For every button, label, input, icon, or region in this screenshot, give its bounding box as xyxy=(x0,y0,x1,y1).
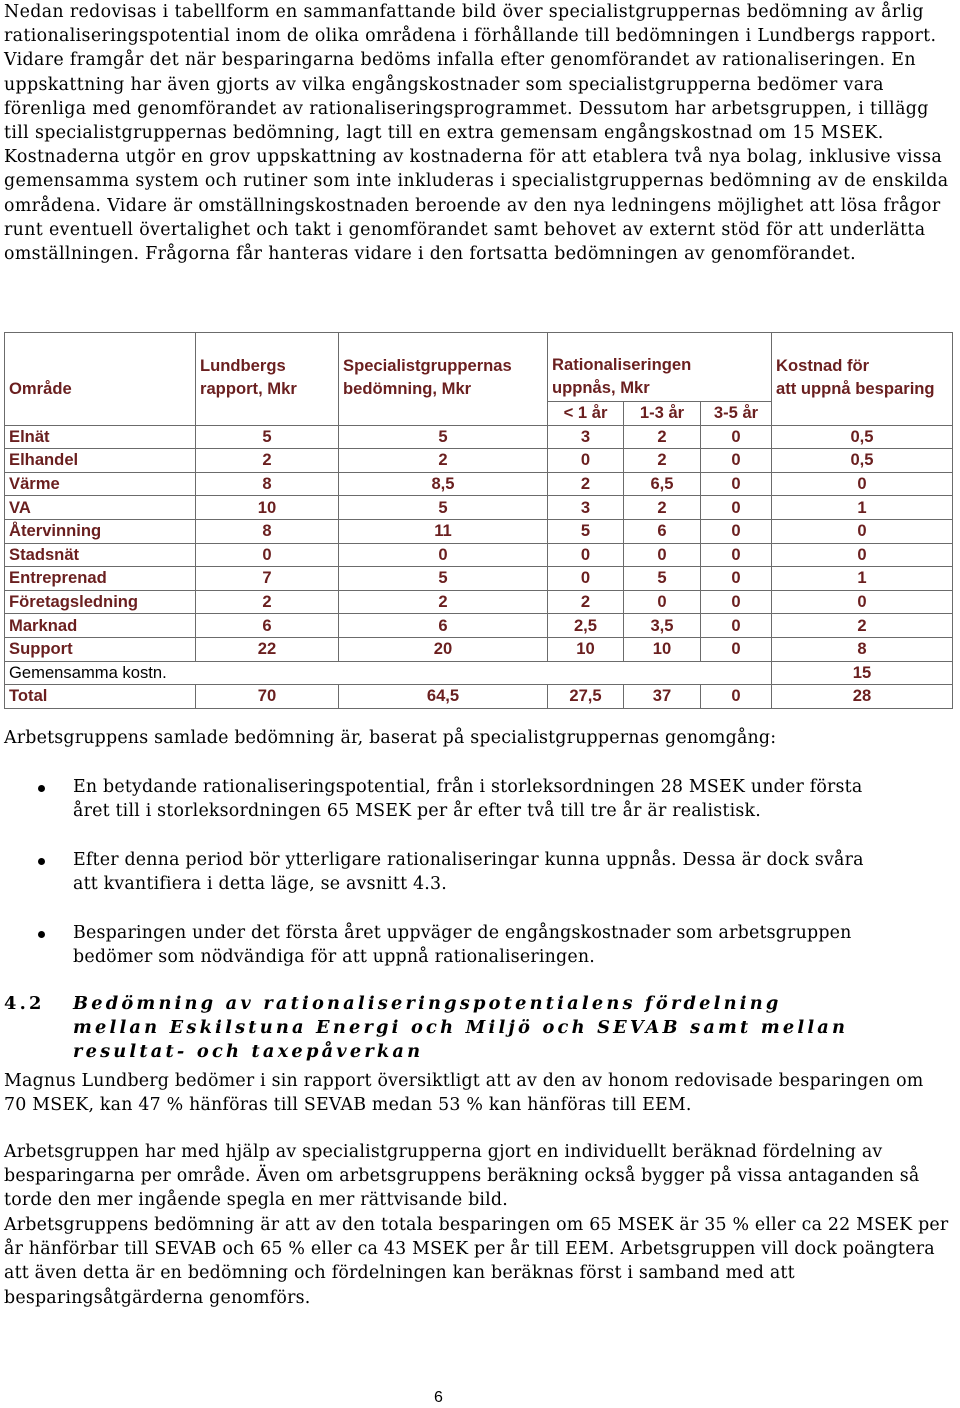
cell-y13: 6 xyxy=(624,519,701,543)
cell-cost: 1 xyxy=(772,496,953,520)
table-body xyxy=(5,425,953,661)
cell-cost: 0,5 xyxy=(772,425,953,449)
cell-y35: 0 xyxy=(701,614,772,638)
common-area: Gemensamma kostn. xyxy=(5,661,196,685)
cell-lundberg: 0 xyxy=(196,543,339,567)
cell-special: 6 xyxy=(339,614,548,638)
cell-special: 5 xyxy=(339,496,548,520)
cell-lundberg: 5 xyxy=(196,425,339,449)
section-title: Bedömning av rationaliseringspotentialens fördelning mellan Eskilstuna Energi och Miljö och SEVAB samt mellan resultat- och taxepåverkan xyxy=(73,993,849,1063)
total-lt1: 27,5 xyxy=(548,685,624,709)
common-cost: 15 xyxy=(772,661,953,685)
page-number: 6 xyxy=(434,1389,443,1406)
cell-lundberg: 10 xyxy=(196,496,339,520)
header-rationalization: Rationaliseringen uppnås, Mkr xyxy=(548,333,772,402)
cell-lundberg: 22 xyxy=(196,637,339,661)
cell-cost: 8 xyxy=(772,637,953,661)
table-row xyxy=(5,449,953,473)
cell-lt1: 5 xyxy=(548,519,624,543)
header-cost: Kostnad för att uppnå besparing xyxy=(772,333,953,402)
table-row xyxy=(5,472,953,496)
cell-lt1: 0 xyxy=(548,449,624,473)
cell-lt1: 10 xyxy=(548,637,624,661)
cell-special: 0 xyxy=(339,543,548,567)
cell-lt1: 3 xyxy=(548,496,624,520)
cell-lundberg: 7 xyxy=(196,567,339,591)
cell-lt1: 0 xyxy=(548,543,624,567)
subheader-3-5: 3-5 år xyxy=(701,402,772,426)
bullet-dot-icon xyxy=(38,931,45,938)
cell-y13: 2 xyxy=(624,496,701,520)
document-page: Nedan redovisas i tabellform en sammanfattande bild över specialistgruppernas bedömning av årlig rationaliseringspotential inom de olika områdena i förhållande till bedömningen i Lundbergs rapport. Vidare framgår det när besparingarna bedöms infalla efter genomförandet av rationaliseringen. En uppskattning har även gjorts av vilka engångskostnader som specialistgrupperna bedömer vara förenliga med genomförandet av rationaliseringsprogrammet. Dessutom har arbetsgruppen, i tillägg till specialistgruppernas bedömning, lagt till en extra gemensam engångskostnad om 15 MSEK. Kostnaderna utgör en grov uppskattning av kostnaderna för att etablera två nya bolag, inklusive vissa gemensamma system och rutiner som inte inkluderas i specialistgruppernas bedömning av de enskilda områdena. Vidare är omställningskostnaden beroende av den nya ledningens möjlighet att lösa frågor runt eventuell övertalighet och takt i genomförandet samt behovet av externt stöd för att underlätta omställningen. Frågorna får hanteras vidare i den fortsatta bedömningen av genomförandet. Område Lundbergs rapport, Mkr Specialistgruppernas bedömning, Mkr Rationaliseringen uppnås, Mkr Kostnad för att uppnå besparing < 1 år 1-3 år 3-5 år Elnät 5 5 3 2 0 0,5 Elhandel 2 2 0 2 0 0,5 Värme 8 8,5 2 6,5 0 0 VA 10 5 3 2 0 1 Återvinning 8 11 5 6 0 0 Stadsnät 0 0 0 0 0 0 Entreprenad 7 5 0 5 0 1 Företagsledning 2 2 2 0 0 0 Marknad 6 6 2,5 3,5 0 2 Support 22 20 10 10 0 8 Gemensamma kostn. 15 Total 70 64,5 27,5 37 0 28 Arbetsgruppens samlade bedömning är, baserat på specialistgruppernas genomgång: En betydande rationaliseringspotential, från i storleksordningen 28 MSEK under första året till i storleksordningen 65 MSEK per år efter två till tre år är realistisk. Efter denna period bör ytterligare rationaliseringar kunna uppnås. Dessa är dock svåra att kvantifiera i detta läge, se avsnitt 4.3. Besparingen under det första året uppväger de engångskostnader som arbetsgruppen bedömer som nödvändiga för att uppnå rationaliseringen. 4.2 Bedömning av rationaliseringspotentialens fördelning mellan Eskilstuna Energi och Miljö och SEVAB samt mellan resultat- och taxepåverkan Magnus Lundberg bedömer i sin rapport översiktligt att av den av honom redovisade besparingen om 70 MSEK, kan 47 % hänföras till SEVAB medan 53 % kan hänföras till EEM. Arbetsgruppen har med hjälp av specialistgrupperna gjort en individuellt beräknad fördelning av besparingarna per område. Även om arbetsgruppens beräkning också bygger på vissa antaganden så torde den mer ingående spegla en mer rättvisande bild. Arbetsgruppens bedömning är att av den totala besparingen om 65 MSEK är 35 % eller ca 22 MSEK per år hänförbar till SEVAB och 65 % eller ca 43 MSEK per år till EEM. Arbetsgruppen vill dock poängtera att även detta är en bedömning och fördelningen kan beräknas först i samband med att besparingsåtgärderna genomförs. 6 xyxy=(0,0,960,1408)
header-lundberg: Lundbergs rapport, Mkr xyxy=(196,333,339,402)
cell-y13: 0 xyxy=(624,543,701,567)
table-row-total xyxy=(5,685,953,709)
cell-area: Värme xyxy=(5,472,196,496)
cell-special: 11 xyxy=(339,519,548,543)
cell-cost: 0,5 xyxy=(772,449,953,473)
table-row xyxy=(5,637,953,661)
intro-paragraph: Nedan redovisas i tabellform en sammanfattande bild över specialistgruppernas bedömning av årlig rationaliseringspotential inom de olika områdena i förhållande till bedömningen i Lundbergs rapport. Vidare framgår det när besparingarna bedöms infalla efter genomförandet av rationaliseringen. En uppskattning har även gjorts av vilka engångskostnader som specialistgrupperna bedömer vara förenliga med genomförandet av rationaliseringsprogrammet. Dessutom har arbetsgruppen, i tillägg till specialistgruppernas bedömning, lagt till en extra gemensam engångskostnad om 15 MSEK. Kostnaderna utgör en grov uppskattning av kostnaderna för att etablera två nya bolag, inklusive vissa gemensamma system och rutiner som inte inkluderas i specialistgruppernas bedömning av de enskilda områdena. Vidare är omställningskostnaden beroende av den nya ledningens möjlighet att lösa frågor runt eventuell övertalighet och takt i genomförandet samt behovet av externt stöd för att underlätta omställningen. Frågorna får hanteras vidare i den fortsatta bedömningen av genomförandet. xyxy=(4,2,949,265)
total-cost: 28 xyxy=(772,685,953,709)
cell-y35: 0 xyxy=(701,543,772,567)
table-row xyxy=(5,567,953,591)
cell-cost: 2 xyxy=(772,614,953,638)
table-row xyxy=(5,519,953,543)
total-lundberg: 70 xyxy=(196,685,339,709)
cell-cost: 0 xyxy=(772,472,953,496)
header-specialist: Specialistgruppernas bedömning, Mkr xyxy=(339,333,548,402)
cell-area: Marknad xyxy=(5,614,196,638)
cell-area: VA xyxy=(5,496,196,520)
cell-lundberg: 8 xyxy=(196,472,339,496)
total-area: Total xyxy=(5,685,196,709)
cell-lundberg: 2 xyxy=(196,449,339,473)
cell-area: Stadsnät xyxy=(5,543,196,567)
cell-cost: 1 xyxy=(772,567,953,591)
cell-lt1: 2 xyxy=(548,472,624,496)
cell-y35: 0 xyxy=(701,590,772,614)
cell-y35: 0 xyxy=(701,449,772,473)
table-row-common xyxy=(5,661,953,685)
cell-area: Entreprenad xyxy=(5,567,196,591)
cell-y13: 3,5 xyxy=(624,614,701,638)
table-row xyxy=(5,614,953,638)
cell-special: 2 xyxy=(339,449,548,473)
cell-lundberg: 2 xyxy=(196,590,339,614)
cell-lt1: 0 xyxy=(548,567,624,591)
cell-y35: 0 xyxy=(701,519,772,543)
savings-table xyxy=(4,332,953,709)
table-header-row xyxy=(5,333,953,402)
cell-y35: 0 xyxy=(701,637,772,661)
cell-area: Återvinning xyxy=(5,519,196,543)
cell-cost: 0 xyxy=(772,519,953,543)
header-area: Område xyxy=(5,333,196,402)
cell-area: Support xyxy=(5,637,196,661)
cell-lt1: 2,5 xyxy=(548,614,624,638)
cell-y35: 0 xyxy=(701,496,772,520)
total-special: 64,5 xyxy=(339,685,548,709)
table-row xyxy=(5,496,953,520)
cell-cost: 0 xyxy=(772,590,953,614)
cell-y13: 2 xyxy=(624,425,701,449)
cell-special: 2 xyxy=(339,590,548,614)
paragraph-1: Magnus Lundberg bedömer i sin rapport översiktligt att av den av honom redovisade besparingen om 70 MSEK, kan 47 % hänföras till SEVAB medan 53 % kan hänföras till EEM. xyxy=(4,1071,924,1116)
cell-area: Företagsledning xyxy=(5,590,196,614)
total-y35: 0 xyxy=(701,685,772,709)
cell-special: 5 xyxy=(339,425,548,449)
summary-intro: Arbetsgruppens samlade bedömning är, baserat på specialistgruppernas genomgång: xyxy=(4,728,777,748)
subheader-lt1: < 1 år xyxy=(548,402,624,426)
cell-y13: 10 xyxy=(624,637,701,661)
cell-lt1: 3 xyxy=(548,425,624,449)
cell-lundberg: 6 xyxy=(196,614,339,638)
section-number: 4.2 xyxy=(4,993,45,1014)
cell-y13: 6,5 xyxy=(624,472,701,496)
table-subheader-row xyxy=(5,402,953,426)
table-row xyxy=(5,543,953,567)
cell-y13: 5 xyxy=(624,567,701,591)
cell-special: 8,5 xyxy=(339,472,548,496)
cell-cost: 0 xyxy=(772,543,953,567)
bullet-dot-icon xyxy=(38,785,45,792)
cell-lundberg: 8 xyxy=(196,519,339,543)
cell-area: Elhandel xyxy=(5,449,196,473)
paragraph-3: Arbetsgruppens bedömning är att av den totala besparingen om 65 MSEK är 35 % eller ca 22 MSEK per år hänförbar till SEVAB och 65 % eller ca 43 MSEK per år till EEM. Arbetsgruppen vill dock poängtera att även detta är en bedömning och fördelningen kan beräknas först i samband med att besparingsåtgärderna genomförs. xyxy=(4,1215,949,1308)
cell-lt1: 2 xyxy=(548,590,624,614)
bullet-dot-icon xyxy=(38,858,45,865)
cell-y13: 0 xyxy=(624,590,701,614)
cell-special: 20 xyxy=(339,637,548,661)
table-row xyxy=(5,590,953,614)
cell-area: Elnät xyxy=(5,425,196,449)
total-y13: 37 xyxy=(624,685,701,709)
cell-y35: 0 xyxy=(701,567,772,591)
cell-y35: 0 xyxy=(701,425,772,449)
cell-y35: 0 xyxy=(701,472,772,496)
paragraph-2: Arbetsgruppen har med hjälp av specialistgrupperna gjort en individuellt beräknad fördelning av besparingarna per område. Även om arbetsgruppens beräkning också bygger på vissa antaganden så torde den mer ingående spegla en mer rättvisande bild. xyxy=(4,1142,920,1211)
table-row xyxy=(5,425,953,449)
subheader-1-3: 1-3 år xyxy=(624,402,701,426)
cell-special: 5 xyxy=(339,567,548,591)
cell-y13: 2 xyxy=(624,449,701,473)
